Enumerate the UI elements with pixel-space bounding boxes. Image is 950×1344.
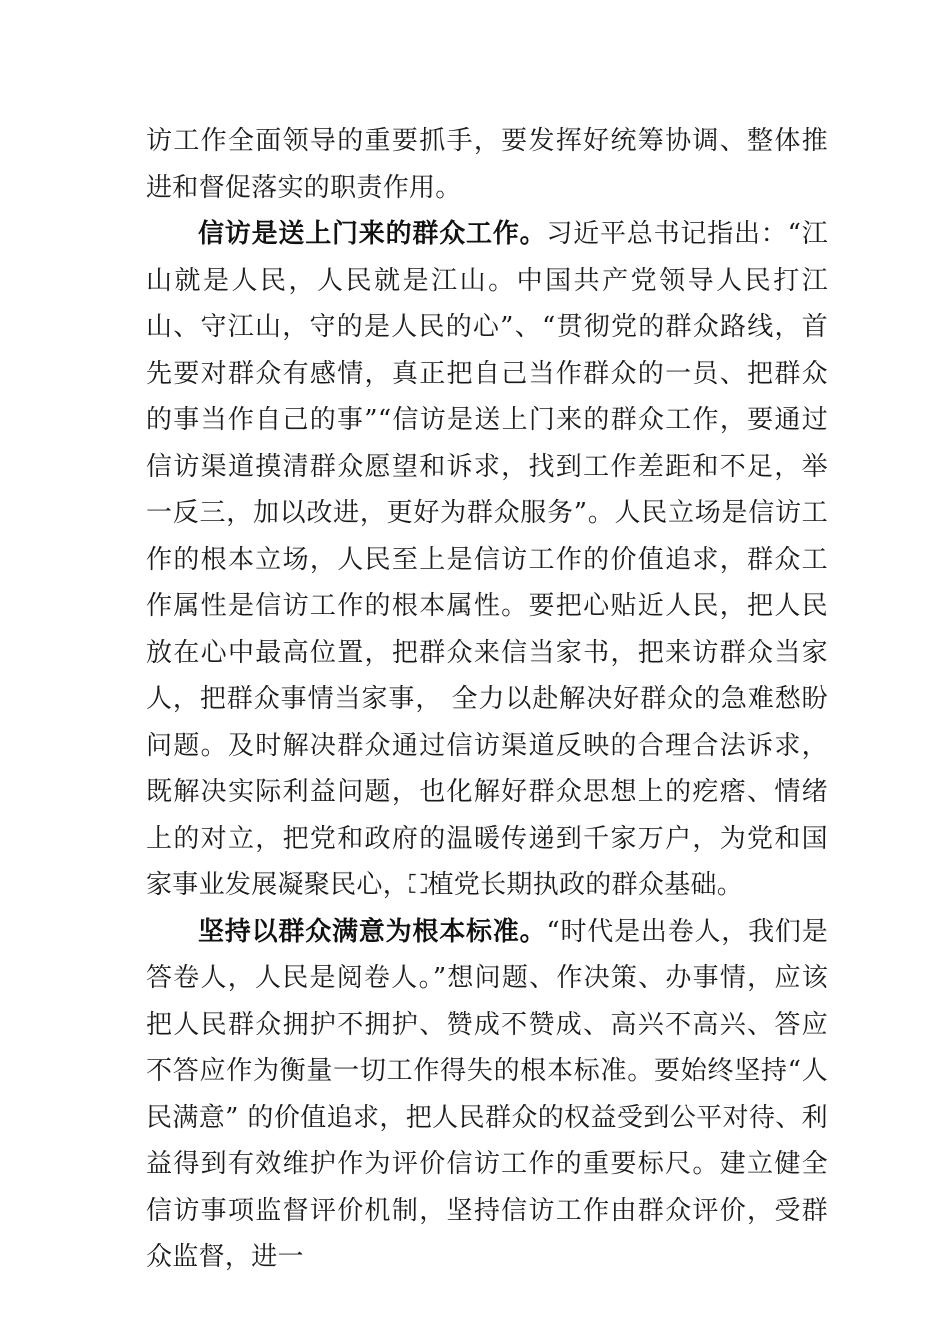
paragraph-text: “时代是出卷人，我们是答卷人，人民是阅卷人。”想问题、作决策、办事情，应该把人民群众拥护不拥护、赞成不赞成、高兴不高兴、答应不答应作为衡量一切工作得失的根本标准。要始终坚持“人民满意” 的价值追求，把人民群众的权益受到公平对待、利益得到有效维护作为评价信访工作的重要标尺。建立健全信访事项监督评价机制，坚持信访工作由群众评价，受群众监督，进一 [146, 916, 828, 1272]
paragraph-continuation [146, 118, 828, 211]
paragraph-satisfaction-standard [146, 909, 828, 1281]
paragraph-lead-heading: 信访是送上门来的群众工作。 [198, 219, 547, 249]
paragraph-lead-heading: 坚持以群众满意为根本标准。 [198, 916, 547, 947]
paragraph-text: 习近平总书记指出：“江山就是人民，人民就是江山。中国共产党领导人民打江山、守江山，守的是人民的心”、“贯彻党的群众路线，首先要对群众有感情，真正把自己当作群众的一员、把群众的事当作自己的事”“信访是送上门来的群众工作，要通过信访渠道摸清群众愿望和诉求，找到工作差距和不足，举一反三，加以改进，更好为群众服务”。人民立场是信访工作的根本立场，人民至上是信访工作的价值追求，群众工作属性是信访工作的根本属性。要把心贴近人民，把人民放在心中最高位置，把群众来信当家书，把来访群众当家人，把群众事情当家事， 全力以赴解决好群众的急难愁盼问题。及时解决群众通过信访渠道反映的合理合法诉求，既解决实际利益问题，也化解好群众思想上的疙瘩、情绪上的对立，把党和政府的温暖传递到千家万户，为党和国家事业发展凝聚民心，⛶植党长期执政的群众基础。 [146, 219, 828, 900]
document-body [146, 118, 828, 1281]
paragraph-text: 访工作全面领导的重要抓手，要发挥好统筹协调、整体推进和督促落实的职责作用。 [146, 126, 828, 203]
paragraph-mass-work [146, 211, 828, 909]
